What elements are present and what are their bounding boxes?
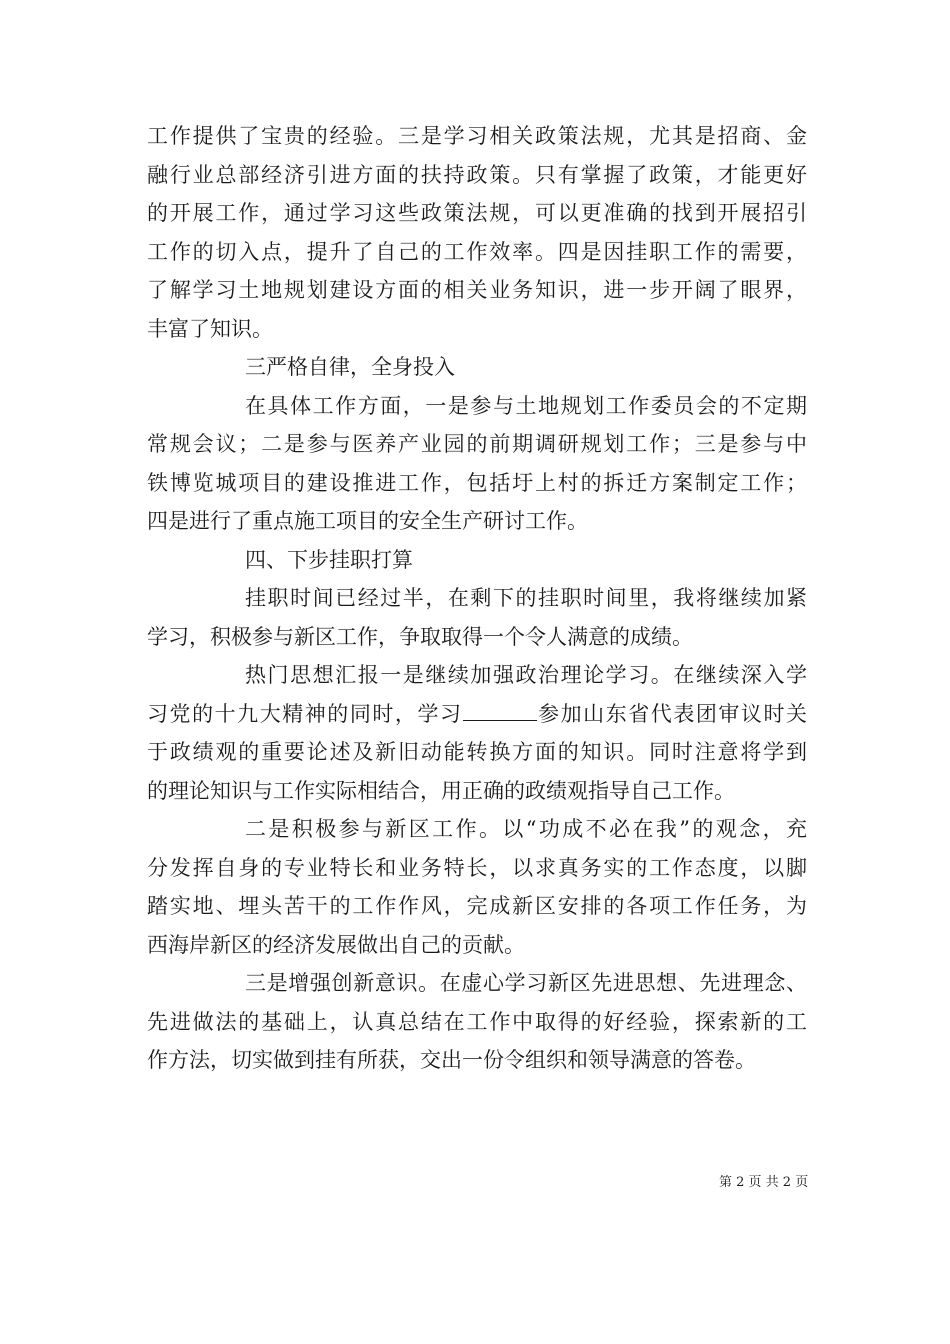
- text-line: 四是进行了重点施工项目的安全生产研讨工作。: [147, 509, 588, 533]
- text-line: [147, 695, 807, 734]
- text-line: 于政绩观的重要论述及新旧动能转换方面的知识。同时注意将学到: [147, 740, 807, 764]
- text-line: 学习，积极参与新区工作，争取取得一个令人满意的成绩。: [147, 624, 693, 649]
- text-line: 四、下步挂职打算: [245, 547, 413, 572]
- text-line: 先进做法的基础上，认真总结在工作中取得的好经验，探索新的工: [147, 1009, 807, 1034]
- text-line: 工作提供了宝贵的经验。三是学习相关政策法规，尤其是招商、金: [147, 124, 807, 148]
- text-line: 二是积极参与新区工作。以“功成不必在我”的观念，充: [245, 817, 807, 841]
- text-line: 丰富了知识。: [147, 316, 273, 341]
- text-line: 工作的切入点，提升了自己的工作效率。四是因挂职工作的需要，: [147, 239, 807, 264]
- document-body: [147, 117, 807, 1080]
- text-line: 西海岸新区的经济发展做出自己的贡献。: [147, 932, 525, 957]
- text-line: 的开展工作，通过学习这些政策法规，可以更准确的找到开展招引: [147, 201, 807, 225]
- text-line: 三严格自律，全身投入: [245, 355, 455, 379]
- text-line: 三是增强创新意识。在虚心学习新区先进思想、先进理念、: [245, 971, 807, 995]
- text-line: 分发挥自身的专业特长和业务特长，以求真务实的工作态度，以脚: [147, 855, 807, 880]
- text-line: 了解学习土地规划建设方面的相关业务知识，进一步开阔了眼界，: [147, 278, 807, 302]
- text-line: 铁博览城项目的建设推进工作，包括圩上村的拆迁方案制定工作；: [147, 470, 807, 495]
- text-line: 的理论知识与工作实际相结合，用正确的政绩观指导自己工作。: [147, 778, 735, 803]
- text-line: 作方法，切实做到挂有所获，交出一份令组织和领导满意的答卷。: [147, 1048, 756, 1072]
- text-segment: 参加山东省代表团审议时关: [536, 701, 807, 726]
- fill-in-blank: [463, 698, 537, 721]
- text-segment: 习党的十九大精神的同时，学习: [147, 701, 463, 726]
- text-line: 挂职时间已经过半，在剩下的挂职时间里，我将继续加紧: [245, 586, 807, 610]
- text-line: 在具体工作方面，一是参与土地规划工作委员会的不定期: [245, 393, 807, 418]
- text-line: 踏实地、埋头苦干的工作作风，完成新区安排的各项工作任务，为: [147, 894, 807, 918]
- page-number-footer: 第 2 页 共 2 页: [719, 1175, 809, 1190]
- text-line: 融行业总部经济引进方面的扶持政策。只有掌握了政策，才能更好: [147, 162, 807, 187]
- text-line: 常规会议；二是参与医养产业园的前期调研规划工作；三是参与中: [147, 432, 807, 456]
- text-line: 热门思想汇报一是继续加强政治理论学习。在继续深入学: [245, 663, 807, 687]
